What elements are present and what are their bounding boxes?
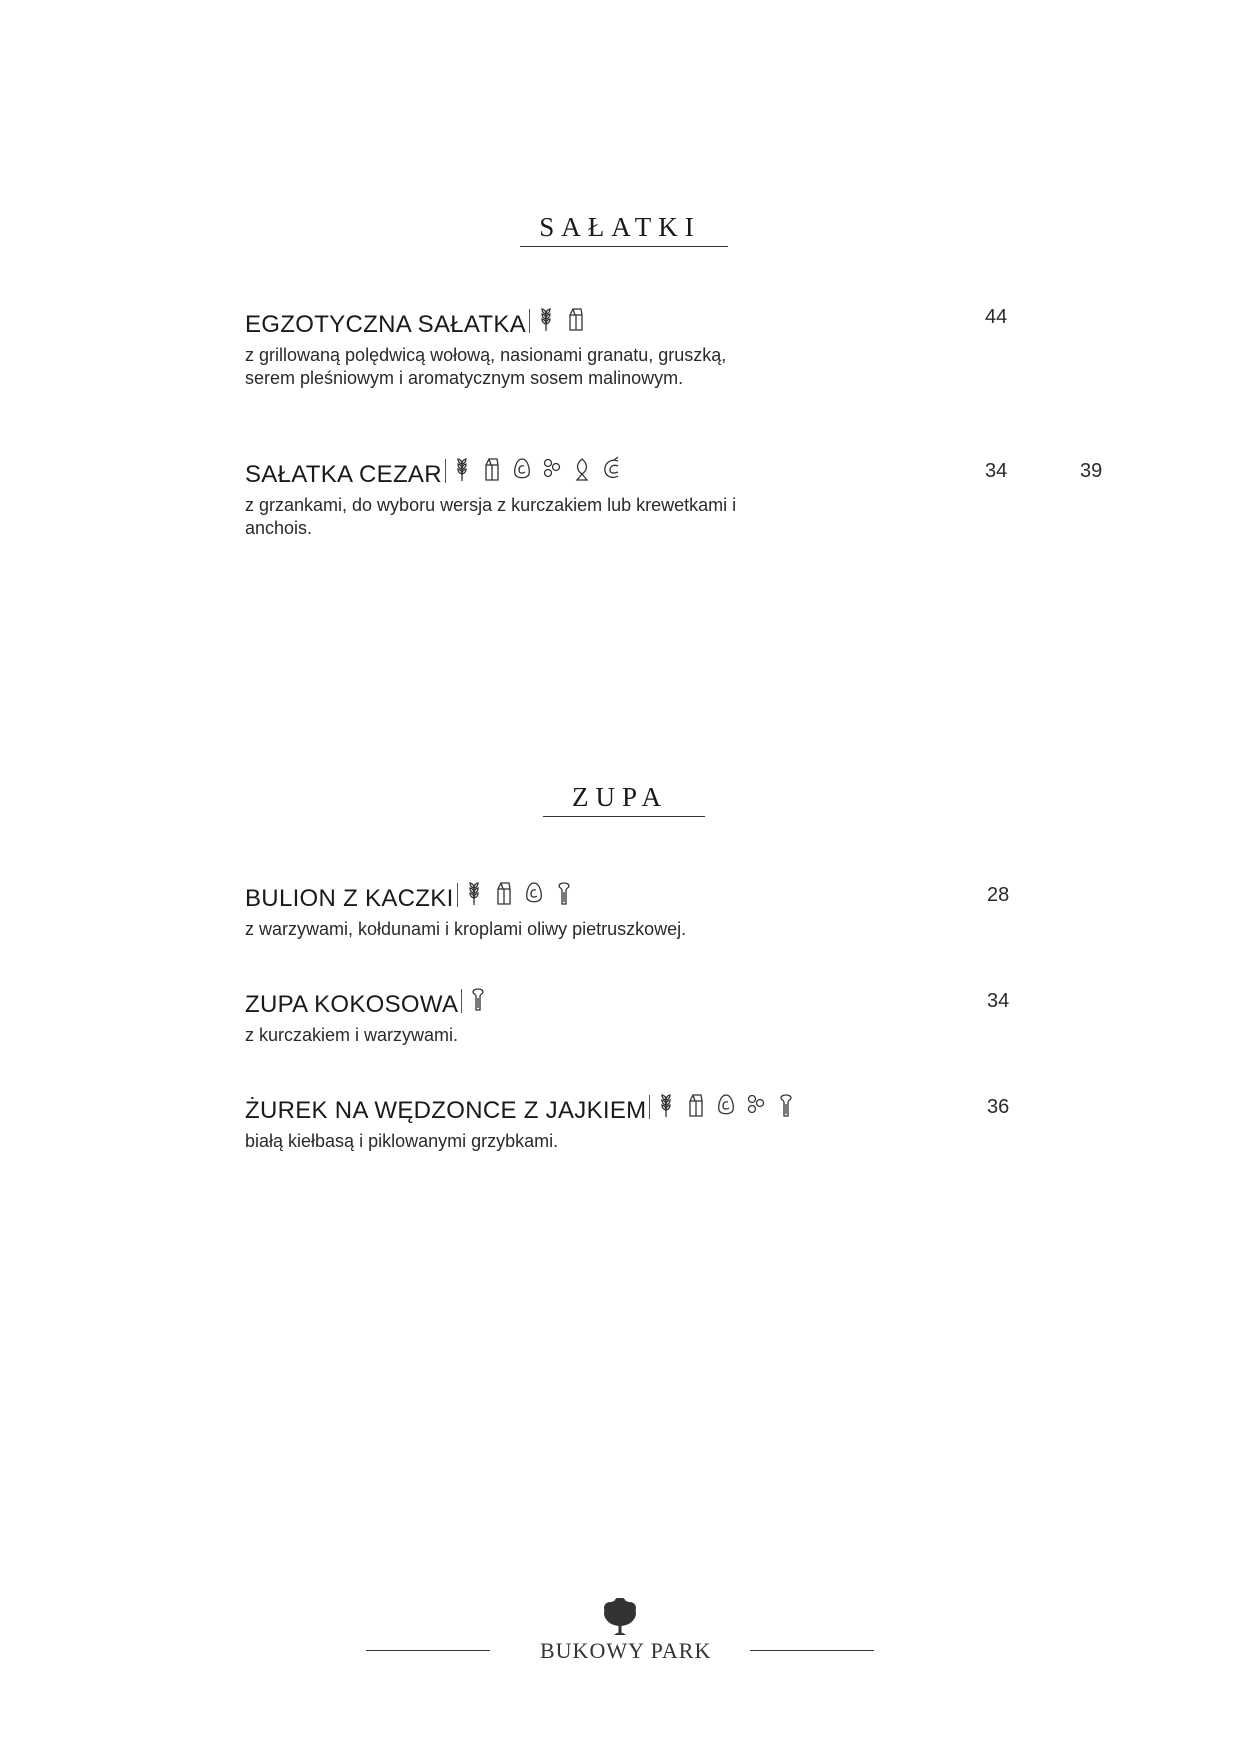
menu-item-price: 44 [985, 306, 1008, 328]
section-title-underline [520, 246, 728, 247]
menu-item-price-alt: 39 [1080, 460, 1103, 482]
menu-item-name: ŻUREK NA WĘDZONCE Z JAJKIEM [245, 1097, 647, 1124]
milk-carton-icon [493, 880, 515, 906]
allergen-icons [655, 1092, 797, 1118]
footer-rule-left [366, 1650, 490, 1651]
celery-icon [775, 1092, 797, 1118]
wheat-icon [463, 880, 485, 906]
menu-item-price: 36 [987, 1096, 1010, 1118]
wheat-icon [535, 306, 557, 332]
menu-item-price: 34 [987, 990, 1010, 1012]
allergen-icons [467, 986, 489, 1012]
divider [649, 1095, 650, 1119]
celery-icon [467, 986, 489, 1012]
menu-item-description: białą kiełbasą i piklowanymi grzybkami. [245, 1131, 559, 1151]
egg-icon [511, 456, 533, 482]
celery-icon [553, 880, 575, 906]
menu-item-name: BULION Z KACZKI [245, 885, 454, 912]
footer-rule-right [750, 1650, 874, 1651]
milk-carton-icon [685, 1092, 707, 1118]
logo [540, 1598, 712, 1664]
menu-item-name: ZUPA KOKOSOWA [245, 991, 459, 1018]
wheat-icon [451, 456, 473, 482]
menu-item-description: z grillowaną polędwicą wołową, nasionami granatu, gruszką, serem pleśniowym i aromatycznym sosem malinowym. [245, 345, 727, 388]
mustard-seeds-icon [541, 456, 563, 482]
menu-item-price: 34 [985, 460, 1008, 482]
divider [461, 989, 462, 1013]
section-title-zupa: ZUPA [571, 782, 669, 812]
menu-item-name: SAŁATKA CEZAR [245, 461, 442, 488]
divider [445, 459, 446, 483]
fish-icon [571, 456, 593, 482]
divider [529, 309, 530, 333]
section-title-salatki: SAŁATKI [539, 212, 701, 242]
shrimp-icon [601, 456, 623, 482]
egg-icon [715, 1092, 737, 1118]
menu-item-description: z warzywami, kołdunami i kroplami oliwy pietruszkowej. [245, 919, 687, 939]
milk-carton-icon [481, 456, 503, 482]
divider [457, 883, 458, 907]
allergen-icons [535, 306, 587, 332]
menu-item-price: 28 [987, 884, 1010, 906]
egg-icon [523, 880, 545, 906]
section-title-underline [543, 816, 705, 817]
tree-icon [602, 1598, 638, 1636]
allergen-icons [463, 880, 575, 906]
menu-item-description: z kurczakiem i warzywami. [245, 1025, 459, 1045]
wheat-icon [655, 1092, 677, 1118]
allergen-icons [451, 456, 623, 482]
logo-text: BUKOWY PARK [540, 1638, 712, 1663]
menu-item-description: z grzankami, do wyboru wersja z kurczakiem lub krewetkami i anchois. [245, 495, 737, 538]
menu-item-name: EGZOTYCZNA SAŁATKA [245, 311, 527, 338]
milk-carton-icon [565, 306, 587, 332]
mustard-seeds-icon [745, 1092, 767, 1118]
